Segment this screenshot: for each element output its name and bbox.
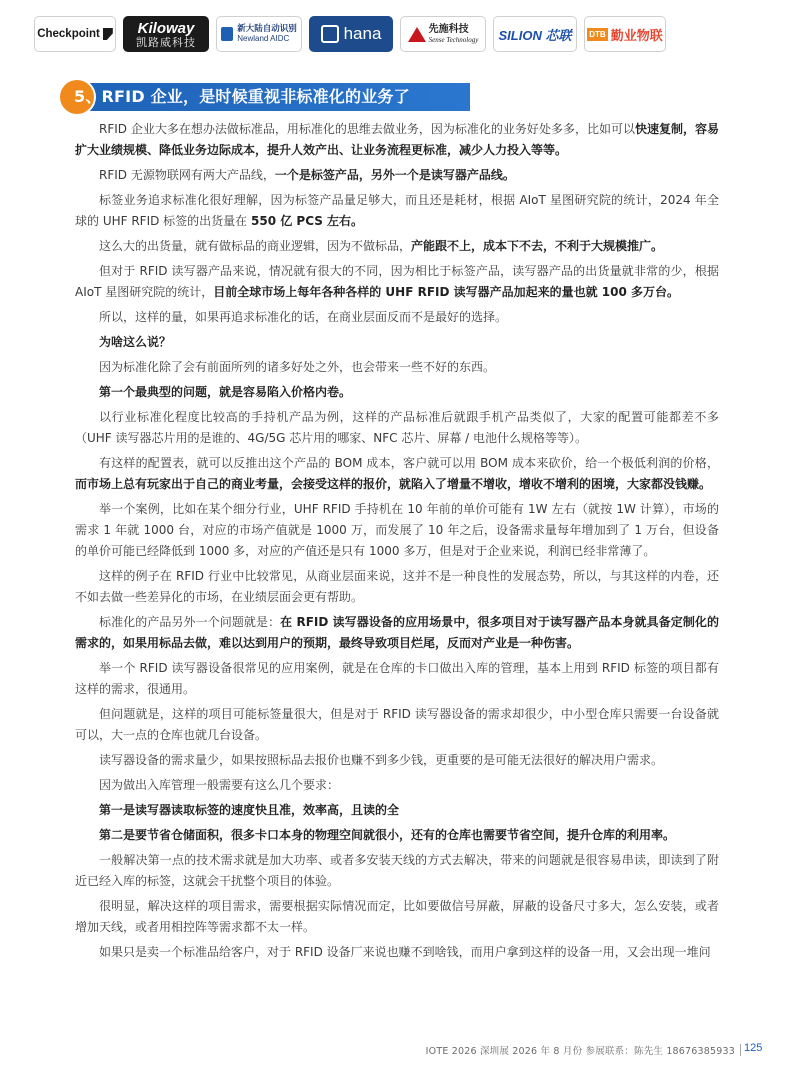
paragraph-text: 如果只是卖一个标准品给客户，对于 RFID 设备厂来说也赚不到啥钱，而用户拿到这样的设备一用，又会出现一堆问 [99,945,711,959]
page-number: 125 [744,1042,763,1054]
body-paragraph [75,800,719,821]
body-paragraph [75,942,719,963]
body-paragraph [75,332,719,353]
kiloway-logo-cn: 凯路威科技 [136,35,196,49]
paragraph-text: 但对于 RFID 读写器产品来说，情况就有很大的不同，因为相比于标签产品，读写器产品的出货量就非常的少，根据 AIoT 星图研究院的统计， [75,264,719,299]
checkpoint-logo-text: Checkpoint [37,28,100,40]
paragraph-text: 这么大的出货量，就有做标品的商业逻辑，因为不做标品， [99,239,412,253]
paragraph-text: 举一个案例，比如在某个细分行业，UHF RFID 手持机在 10 年前的单价可能有 1W 左右（就按 1W 计算），市场的需求 1 年就 1000 台，对应的市场产值就是 1000 万，而发展了 10 年之后，设备需求量每年增加到了 1 万台，但设备的单价可能已经降低到 1000 多，对应的产值还是只有 1000 多万，但是对于企业来说，利润已经非常薄了。 [75,502,719,558]
checkpoint-logo [34,16,116,52]
silion-logo-text: SILION 芯联 [498,27,572,43]
dtb-mark: DTB [589,29,606,39]
emphasis-text: 产能跟不上，成本下不去，不利于大规模推广。 [411,239,664,253]
emphasis-text: 第一个最典型的问题，就是容易陷入价格内卷。 [99,385,352,399]
paragraph-text: 标签业务追求标准化很好理解，因为标签产品量足够大，而且还是耗材，根据 AIoT 星图研究院的统计，2024 年全球的 UHF RFID 标签的出货量在 [75,193,719,228]
body-paragraph [75,357,719,378]
newland-logo-en: Newland AIDC [237,34,290,44]
hana-logo [309,16,393,52]
emphasis-text: 第一是读写器读取标签的速度快且准，效率高，且读的全 [99,803,400,817]
sense-logo-en: Sense Technology [428,35,479,44]
emphasis-text: 目前全球市场上每年各种各样的 UHF RFID 读写器产品加起来的量也就 100 多万台。 [213,285,680,299]
paragraph-text: 因为做出入库管理一般需要有这么几个要求： [99,778,340,792]
emphasis-text: 快速复制，容易扩大业绩规模、降低业务边际成本，提升人效产出、让业务流程更标准，减少人力投入等等。 [75,122,719,157]
body-paragraph [75,612,719,654]
newland-logo-cn: 新大陆自动识别 [237,23,297,34]
body-paragraph [75,190,719,232]
paragraph-text: 以行业标准化程度比较高的手持机产品为例，这样的产品标准后就跟手机产品类似了，大家的配置可能都差不多（UHF 读写器芯片用的是谁的、4G/5G 芯片用的哪家、NFC 芯片、屏幕 / 电池什么规格等等）。 [75,410,719,445]
paragraph-text: 这样的例子在 RFID 行业中比较常见，从商业层面来说，这并不是一种良性的发展态势，所以，与其这样的内卷，还不如去做一些差异化的市场，在业绩层面会更有帮助。 [75,569,719,604]
paragraph-text: 举一个 RFID 读写器设备很常见的应用案例，就是在仓库的卡口做出入库的管理，基本上用到 RFID 标签的项目都有这样的需求，很通用。 [75,661,719,696]
paragraph-text: 标准化的产品另外一个问题就是： [99,615,281,629]
body-paragraph [75,307,719,328]
paragraph-text: 读写器设备的需求量少，如果按照标品去报价也赚不到多少钱，更重要的是可能无法很好的解决用户需求。 [99,753,664,767]
body-paragraph [75,407,719,449]
body-paragraph [75,704,719,746]
sense-logo [400,16,486,52]
newland-mark-icon [221,27,233,41]
paragraph-text: 但问题就是，这样的项目可能标签量很大，但是对于 RFID 读写器设备的需求却很少，中小型仓库只需要一台设备就可以，大一点的仓库也就几台设备。 [75,707,719,742]
hana-mark-icon [321,25,339,43]
footer-divider [740,1044,741,1056]
body-paragraph [75,750,719,771]
newland-logo [216,16,302,52]
emphasis-text: 第二是要节省仓储面积，很多卡口本身的物理空间就很小，还有的仓库也需要节省空间，提升仓库的利用率。 [99,828,676,842]
sense-logo-cn: 先施科技 [428,24,469,36]
paragraph-text: RFID 无源物联网有两大产品线， [99,168,275,182]
body-paragraph [75,499,719,562]
body-paragraph [75,261,719,303]
sense-triangle-icon [408,27,426,42]
paragraph-text: 有这样的配置表，就可以反推出这个产品的 BOM 成本，客户就可以用 BOM 成本来砍价，给一个极低利润的价格， [99,456,719,470]
body-paragraph [75,850,719,892]
dtb-logo-cn: 勤业物联 [610,28,663,44]
footer-contact-text: IOTE 2026 深圳展 2026 年 8 月份 参展联系：陈先生 18676385933 [425,1046,735,1057]
checkpoint-mark-icon [103,28,113,40]
hana-logo-text: hana [343,24,382,43]
paragraph-text: 所以，这样的量，如果再追求标准化的话，在商业层面反而不是最好的选择。 [99,310,508,324]
paragraph-text: RFID 企业大多在想办法做标准品，用标准化的思维去做业务，因为标准化的业务好处多多，比如可以 [99,122,635,136]
dtb-logo [584,16,666,52]
article-body [75,119,719,967]
section-heading [60,80,470,114]
body-paragraph [75,382,719,403]
emphasis-text: 550 亿 PCS 左右。 [251,214,364,228]
emphasis-text: 而市场上总有玩家出于自己的商业考量，会接受这样的报价，就陷入了增量不增收，增收不增利的困境，大家都没钱赚。 [75,477,712,491]
paragraph-text: 一般解决第一点的技术需求就是加大功率、或者多安装天线的方式去解决，带来的问题就是很容易串读，即读到了附近已经入库的标签，这就会干扰整个项目的体验。 [75,853,719,888]
emphasis-text: 一个是标签产品，另外一个是读写器产品线。 [274,168,515,182]
emphasis-text: 在 RFID 读写器设备的应用场景中，很多项目对于读写器产品本身就具备定制化的需求的，如果用标品去做，难以达到用户的预期，最终导致项目烂尾，反而对产业是一种伤害。 [75,615,719,650]
body-paragraph [75,566,719,608]
silion-logo [493,16,577,52]
emphasis-text: 为啥这么说？ [99,335,172,349]
heading-title: 5、RFID 企业，是时候重视非标准化的业务了 [74,87,410,106]
paragraph-text: 因为标准化除了会有前面所列的诸多好处之外，也会带来一些不好的东西。 [99,360,496,374]
body-paragraph [75,658,719,700]
body-paragraph [75,453,719,495]
paragraph-text: 很明显，解决这样的项目需求，需要根据实际情况而定，比如要做信号屏蔽，屏蔽的设备尺寸多大，怎么安装，或者增加天线，或者用相控阵等需求都不太一样。 [75,899,719,934]
body-paragraph [75,825,719,846]
sponsor-logo-bar [34,16,754,52]
body-paragraph [75,896,719,938]
body-paragraph [75,165,719,186]
body-paragraph [75,119,719,161]
kiloway-logo [123,16,209,52]
page-footer [0,1042,793,1058]
body-paragraph [75,775,719,796]
body-paragraph [75,236,719,257]
kiloway-logo-text: Kiloway [137,19,195,37]
